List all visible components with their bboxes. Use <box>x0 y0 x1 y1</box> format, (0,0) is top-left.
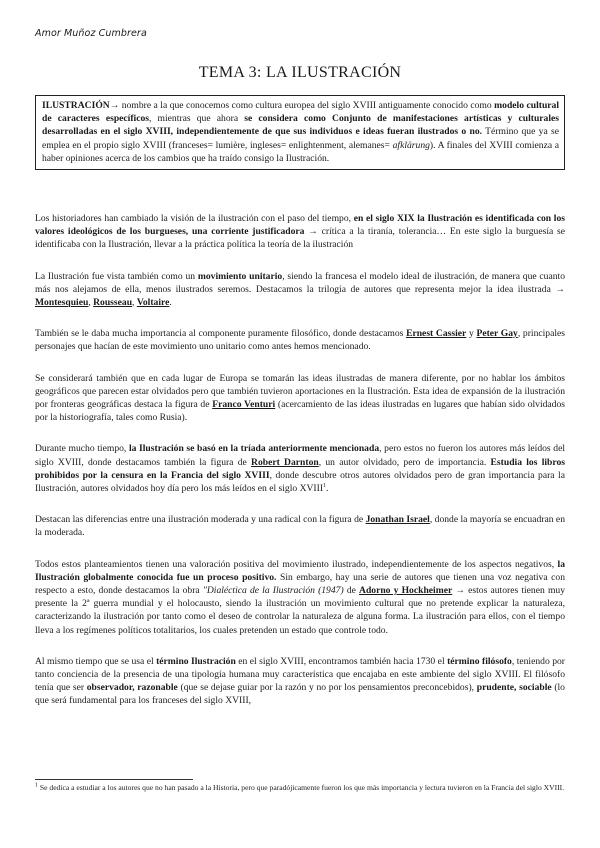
text: También se le daba mucha importancia al componente puramente filosófico, donde destacamos <box>35 328 407 340</box>
bold-text: modelo cultural de caracteres específicos <box>42 100 559 125</box>
author-name: Voltaire <box>136 297 170 309</box>
text: nombre a la que conocemos como cultura europea del siglo XVIII antiguamente conocido como <box>119 100 495 111</box>
bold-text: término Ilustración <box>156 655 236 667</box>
text: , teniendo por tanto conciencia de la presencia de una tipología humana muy característica que encajaba en este ambiente del siglo XVIII. El filósofo tenía que ser <box>35 655 565 694</box>
bold-text: observador, razonable <box>86 682 178 694</box>
text: Durante mucho tiempo, <box>35 443 129 455</box>
text: Todos estos planteamientos tienen una valoración positiva del movimiento ilustrado, independientemente de los aspectos negativos, <box>35 558 558 570</box>
paragraph-6 <box>35 513 565 539</box>
text: y <box>466 328 477 340</box>
text: (lo que será fundamental para los franceses del siglo XVIII, <box>35 682 565 707</box>
text: , <box>88 297 94 309</box>
text: de <box>343 585 360 597</box>
author-name: Adorno y Hockheimer <box>359 585 453 597</box>
text: La Ilustración fue vista también como un <box>35 270 198 282</box>
footnote <box>35 783 565 794</box>
paragraph-1 <box>35 212 565 252</box>
bold-text: prudente, sociable <box>476 682 552 694</box>
author-name: Jonathan Israel <box>365 514 430 526</box>
body-text <box>35 212 565 726</box>
paragraph-7 <box>35 558 565 637</box>
bold-text: movimiento unitario <box>197 270 283 282</box>
text: , donde la mayoría se encuadran en la moderada. <box>35 514 565 539</box>
footnote-number: 1 <box>35 782 38 789</box>
paragraph-2 <box>35 270 565 310</box>
italic-text: "Dialéctica de la Ilustración (1947) <box>202 585 344 597</box>
text: , mientras que ahora <box>148 113 245 125</box>
author-name: Peter Gay <box>476 328 518 340</box>
text: Sin embargo, hay una serie de autores que tienen una voz negativa con respecto a esto, donde destacamos la obra <box>35 571 565 597</box>
paragraph-8 <box>35 655 565 708</box>
definition-box <box>35 95 565 170</box>
footnote-ref[interactable]: 1 <box>323 482 327 489</box>
arrow-glyph: → <box>109 100 120 111</box>
bold-text: término filósofo <box>447 655 512 667</box>
text: Al mismo tiempo que se usa el <box>35 655 157 667</box>
text: , un autor olvidado, pero de importancia. <box>318 456 491 468</box>
text: Los historiadores han cambiado la visión de la ilustración con el paso del tiempo, <box>35 213 354 224</box>
author-name: Robert Darnton <box>251 456 319 468</box>
paragraph-5 <box>35 442 565 495</box>
author-header: Amor Muñoz Cumbrera <box>35 28 147 39</box>
bold-text: en el siglo XIX la Ilustración es identificada con los valores ideológicos de los burgueses, una corriente justificadora <box>35 213 565 238</box>
text: , pero estos no fueron los autores más leídos del siglo XVIII, donde destacamos también la figura de <box>35 443 566 468</box>
definition-term: ILUSTRACIÓN <box>42 100 110 111</box>
bold-text: se considera como Conjunto de manifestaciones artísticas y culturales desarrolladas en el siglo XVIII, independientemente de que sus individuos e ideas fueran ilustrados o no. <box>42 113 559 138</box>
text: . <box>169 297 172 309</box>
author-name: Franco Venturi <box>212 399 276 411</box>
text: . <box>326 483 329 495</box>
italic-text: afklärung <box>392 139 430 151</box>
paragraph-4 <box>35 372 565 425</box>
text: Se considerará también que en cada lugar de Europa se tomarán las ideas ilustradas de manera diferente, por no hablar los ámbitos geográficos que parecen estar olvidados pero que también tuvieron aportaciones en la Ilustración. Esta idea de expansión de la ilustración por fronteras geográficas destaca la figura de <box>35 372 565 411</box>
text: ). A finales del XVIII comienza a haber opiniones acerca de los cambios que ha traído consigo la Ilustración. <box>42 139 559 164</box>
author-name: Ernest Cassier <box>406 328 467 340</box>
text: (que se dejase guiar por la razón y no por los pensamientos preconcebidos), <box>177 682 477 694</box>
bold-text: la Ilustración globalmente conocida fue un proceso positivo. <box>35 558 565 583</box>
bold-text: Estudia los libros prohibidos por la censura en la Francia del siglo XVIII <box>35 456 565 481</box>
text: (acercamiento de las ideas ilustradas en lugares que habían sido olvidados por la historiografía, tales como Rusia). <box>35 399 565 424</box>
text: → crítica a la tiranía, tolerancia… En este siglo la burguesía se identificaba con la Ilustración, llevar a la práctica política la teoría de la ilustración <box>35 226 566 251</box>
page-title: TEMA 3: LA ILUSTRACIÓN <box>198 64 402 81</box>
paragraph-3 <box>35 327 565 353</box>
footnote-text: Se dedica a estudiar a los autores que no han pasado a la Historia, pero que paradójicamente fueron los que más importancia y lectura tuvieron en la Francia del siglo XVIII. <box>38 783 565 792</box>
text: Destacan las diferencias entre una ilustración moderada y una radical con la figura de <box>35 514 366 526</box>
text: , donde descubre otros autores olvidados pero de gran importancia para la Ilustración, autores olvidados hoy día pero los más leídos en el siglo XVIII <box>35 469 565 495</box>
author-name: Rousseau <box>93 297 133 309</box>
text: → estos autores tienen muy presente la 2ª guerra mundial y el holocausto, siendo la ilustración un movimiento cultural que no pretende explicar la naturaleza, caracterizando la ilustración por tanto como el deseo de controlar la naturaleza de alguna forma. La ilustración para ellos, con el tiempo lleva a los regímenes políticos totalitarios, los cuales pretenden un estado que controle todo. <box>35 585 565 636</box>
text: en el siglo XVIII, encontramos también hacia 1730 el <box>235 655 448 667</box>
footnote-separator <box>35 779 193 780</box>
text: , siendo la francesa el modelo ideal de ilustración, de manera que cuanto más nos alejamos de ella, menos ilustrados seremos. Destacamos la trilogía de autores que representa mejor la idea ilustrada → <box>35 270 565 295</box>
text: Término que ya se emplea en el propio siglo XVIII (franceses= lumière, ingleses= enlightenment, alemanes= <box>42 126 559 151</box>
text: , <box>132 297 137 309</box>
bold-text: la Ilustración se basó en la tríada anteriormente mencionada <box>128 443 380 455</box>
text: , principales personajes que hacían de este movimiento uno unitario como antes hemos mencionado. <box>35 328 566 353</box>
author-name: Montesquieu <box>35 297 89 309</box>
